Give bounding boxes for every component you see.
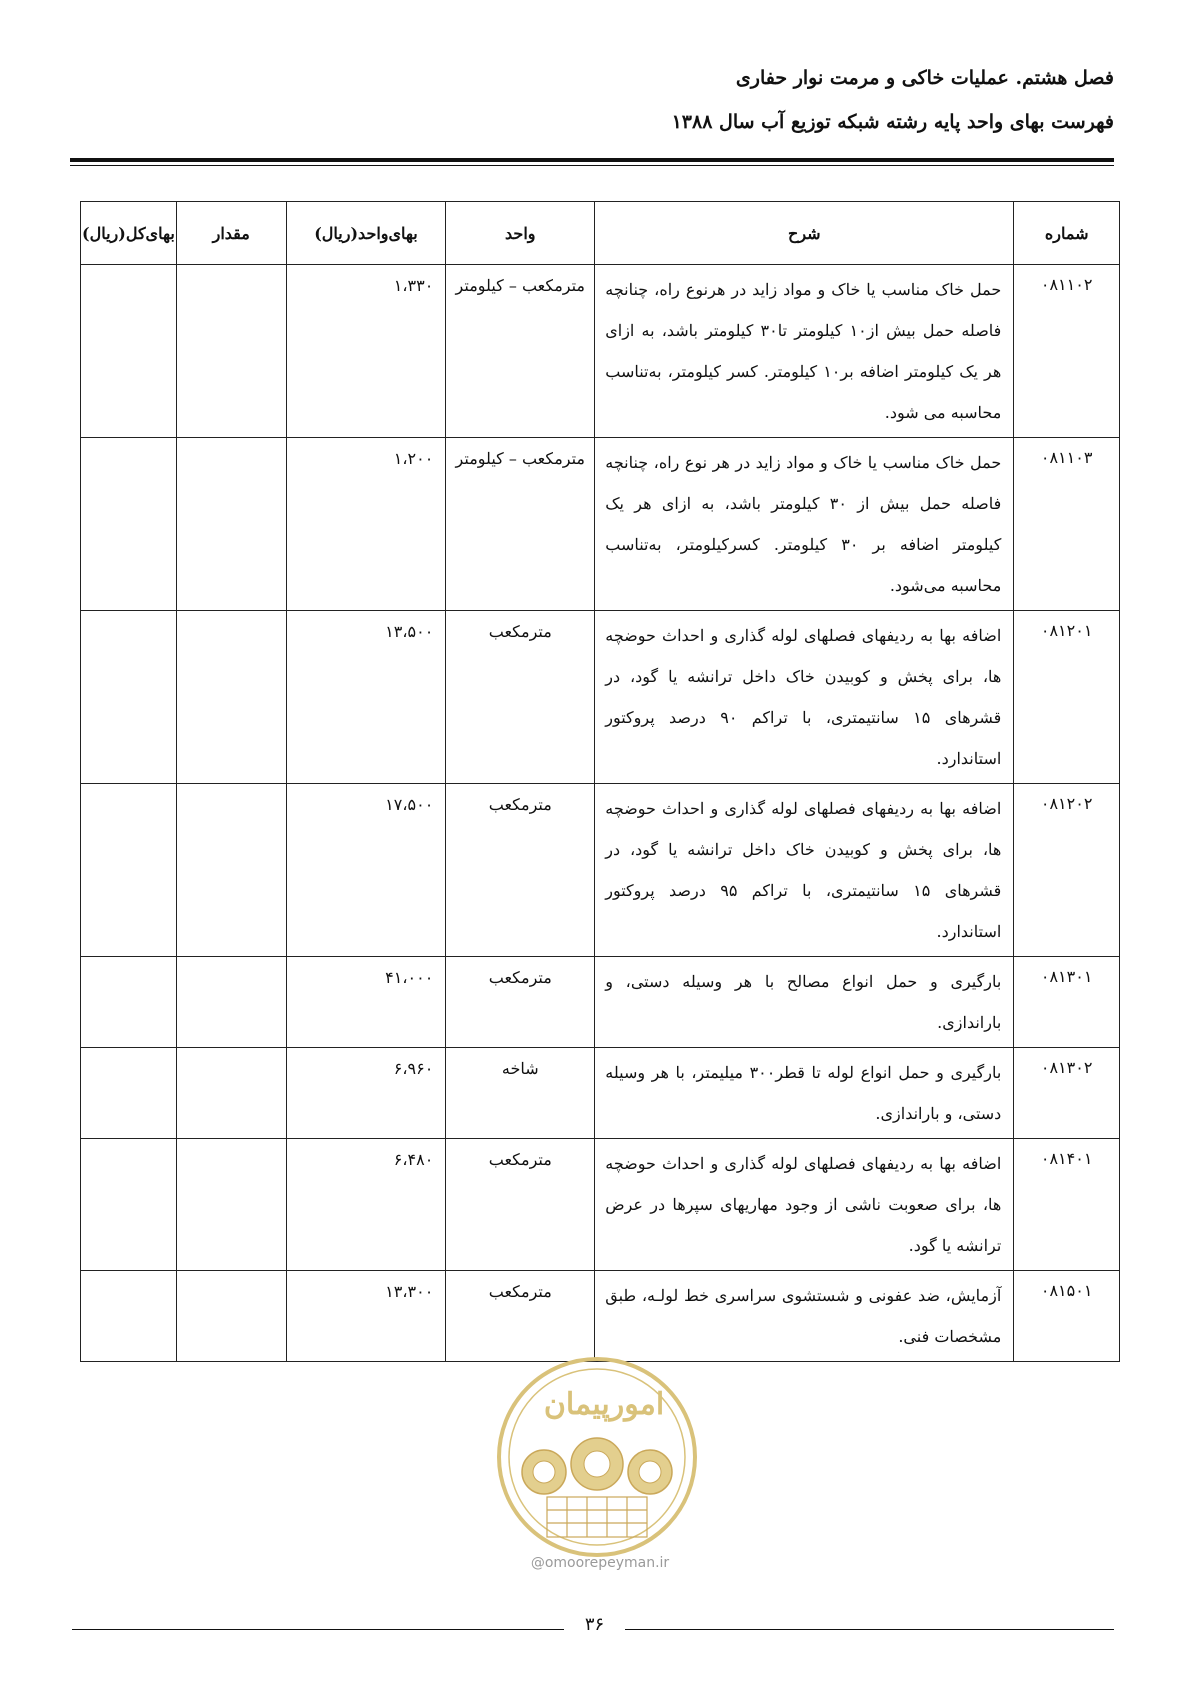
row-quantity bbox=[176, 1048, 286, 1139]
table-row bbox=[81, 1271, 1120, 1362]
row-number: ۰۸۱۵۰۱ bbox=[1014, 1271, 1120, 1362]
row-unit-price: ۱،۳۳۰ bbox=[286, 265, 446, 438]
watermark-logo-text: امورپیمان bbox=[543, 1387, 665, 1422]
row-description: اضافه بها به ردیفهای فصلهای لوله گذاری و احداث حوضچه ها، برای پخش و کوبیدن خاک داخل ترانشه یا گود، در قشرهای ۱۵ سانتیمتری، با تراکم ۹۰ درصد پروکتور استاندارد. bbox=[595, 611, 1014, 784]
row-unit: مترمکعب – کیلومتر bbox=[446, 438, 595, 611]
col-header-unit-price: بهای‌واحد(ریال) bbox=[286, 202, 446, 265]
page-number: ۳۶ bbox=[584, 1614, 605, 1635]
row-number: ۰۸۱۴۰۱ bbox=[1014, 1139, 1120, 1271]
row-quantity bbox=[176, 611, 286, 784]
row-quantity bbox=[176, 957, 286, 1048]
footer-rule-right bbox=[625, 1629, 1114, 1630]
col-header-quantity: مقدار bbox=[176, 202, 286, 265]
row-unit: مترمکعب bbox=[446, 1139, 595, 1271]
grid-icon bbox=[547, 1497, 647, 1537]
row-total-price bbox=[81, 957, 177, 1048]
table-header-row bbox=[81, 202, 1120, 265]
row-description: حمل خاک مناسب یا خاک و مواد زاید در هر نوع راه، چنانچه فاصله حمل بیش از ۳۰ کیلومتر باشد، به ازای هر یک کیلومتر اضافه بر ۳۰ کیلومتر. کسرکیلومتر، به‌تناسب محاسبه می‌شود. bbox=[595, 438, 1014, 611]
row-total-price bbox=[81, 611, 177, 784]
row-number: ۰۸۱۳۰۲ bbox=[1014, 1048, 1120, 1139]
row-number: ۰۸۱۲۰۱ bbox=[1014, 611, 1120, 784]
row-total-price bbox=[81, 784, 177, 957]
row-unit-price: ۱۳،۵۰۰ bbox=[286, 611, 446, 784]
table-row bbox=[81, 1048, 1120, 1139]
col-header-total-price: بهای‌کل(ریال) bbox=[81, 202, 177, 265]
row-total-price bbox=[81, 1048, 177, 1139]
header-rule-thin bbox=[70, 165, 1114, 166]
col-header-unit: واحد bbox=[446, 202, 595, 265]
price-table bbox=[80, 201, 1120, 1362]
row-quantity bbox=[176, 265, 286, 438]
row-quantity bbox=[176, 1139, 286, 1271]
page-header bbox=[672, 64, 1114, 136]
row-unit-price: ۴۱،۰۰۰ bbox=[286, 957, 446, 1048]
table-row bbox=[81, 1139, 1120, 1271]
row-description: آزمایش، ضد عفونی و شستشوی سراسری خط لولـه، طبق مشخصات فنی. bbox=[595, 1271, 1014, 1362]
row-number: ۰۸۱۱۰۲ bbox=[1014, 265, 1120, 438]
table-row bbox=[81, 438, 1120, 611]
row-unit: مترمکعب bbox=[446, 957, 595, 1048]
row-number: ۰۸۱۲۰۲ bbox=[1014, 784, 1120, 957]
row-total-price bbox=[81, 1271, 177, 1362]
row-total-price bbox=[81, 1139, 177, 1271]
footer-rule-left bbox=[72, 1629, 564, 1630]
row-quantity bbox=[176, 438, 286, 611]
row-unit-price: ۱۳،۳۰۰ bbox=[286, 1271, 446, 1362]
row-unit-price: ۶،۴۸۰ bbox=[286, 1139, 446, 1271]
row-unit: مترمکعب bbox=[446, 1271, 595, 1362]
row-description: اضافه بها به ردیفهای فصلهای لوله گذاری و احداث حوضچه ها، برای پخش و کوبیدن خاک داخل ترانشه یا گود، در قشرهای ۱۵ سانتیمتری، با تراکم ۹۵ درصد پروکتور استاندارد. bbox=[595, 784, 1014, 957]
row-unit: شاخه bbox=[446, 1048, 595, 1139]
row-unit: مترمکعب bbox=[446, 784, 595, 957]
watermark-logo bbox=[492, 1352, 702, 1562]
row-total-price bbox=[81, 438, 177, 611]
header-rule-thick bbox=[70, 158, 1114, 162]
col-header-number: شماره bbox=[1014, 202, 1120, 265]
row-description: حمل خاک مناسب یا خاک و مواد زاید در هرنوع راه، چنانچه فاصله حمل بیش از۱۰ کیلومتر تا۳۰ کیلومتر باشد، به ازای هر یک کیلومتر اضافه بر۱۰ کیلومتر. کسر کیلومتر، به‌تناسب محاسبه می شود. bbox=[595, 265, 1014, 438]
row-number: ۰۸۱۳۰۱ bbox=[1014, 957, 1120, 1048]
row-quantity bbox=[176, 1271, 286, 1362]
table-row bbox=[81, 957, 1120, 1048]
row-description: بارگیری و حمل انواع مصالح با هر وسیله دستی، و باراندازی. bbox=[595, 957, 1014, 1048]
row-unit-price: ۶،۹۶۰ bbox=[286, 1048, 446, 1139]
table-row bbox=[81, 784, 1120, 957]
row-unit: مترمکعب – کیلومتر bbox=[446, 265, 595, 438]
row-quantity bbox=[176, 784, 286, 957]
row-unit-price: ۱۷،۵۰۰ bbox=[286, 784, 446, 957]
table-row bbox=[81, 611, 1120, 784]
document-title: فهرست بهای واحد پایه رشته شبکه توزیع آب سال ۱۳۸۸ bbox=[671, 111, 1114, 133]
chapter-title: فصل هشتم. عملیات خاکی و مرمت نوار حفاری bbox=[735, 67, 1114, 89]
row-total-price bbox=[81, 265, 177, 438]
row-unit-price: ۱،۲۰۰ bbox=[286, 438, 446, 611]
row-description: اضافه بها به ردیفهای فصلهای لوله گذاری و احداث حوضچه ها، برای صعوبت ناشی از وجود مهاریهای سپرها در عرض ترانشه یا گود. bbox=[595, 1139, 1014, 1271]
row-description: بارگیری و حمل انواع لوله تا قطر۳۰۰ میلیمتر، با هر وسیله دستی، و باراندازی. bbox=[595, 1048, 1014, 1139]
row-unit: مترمکعب bbox=[446, 611, 595, 784]
watermark-site: @omoorepeyman.ir bbox=[530, 1555, 670, 1571]
col-header-description: شرح bbox=[595, 202, 1014, 265]
row-number: ۰۸۱۱۰۳ bbox=[1014, 438, 1120, 611]
table-row bbox=[81, 265, 1120, 438]
